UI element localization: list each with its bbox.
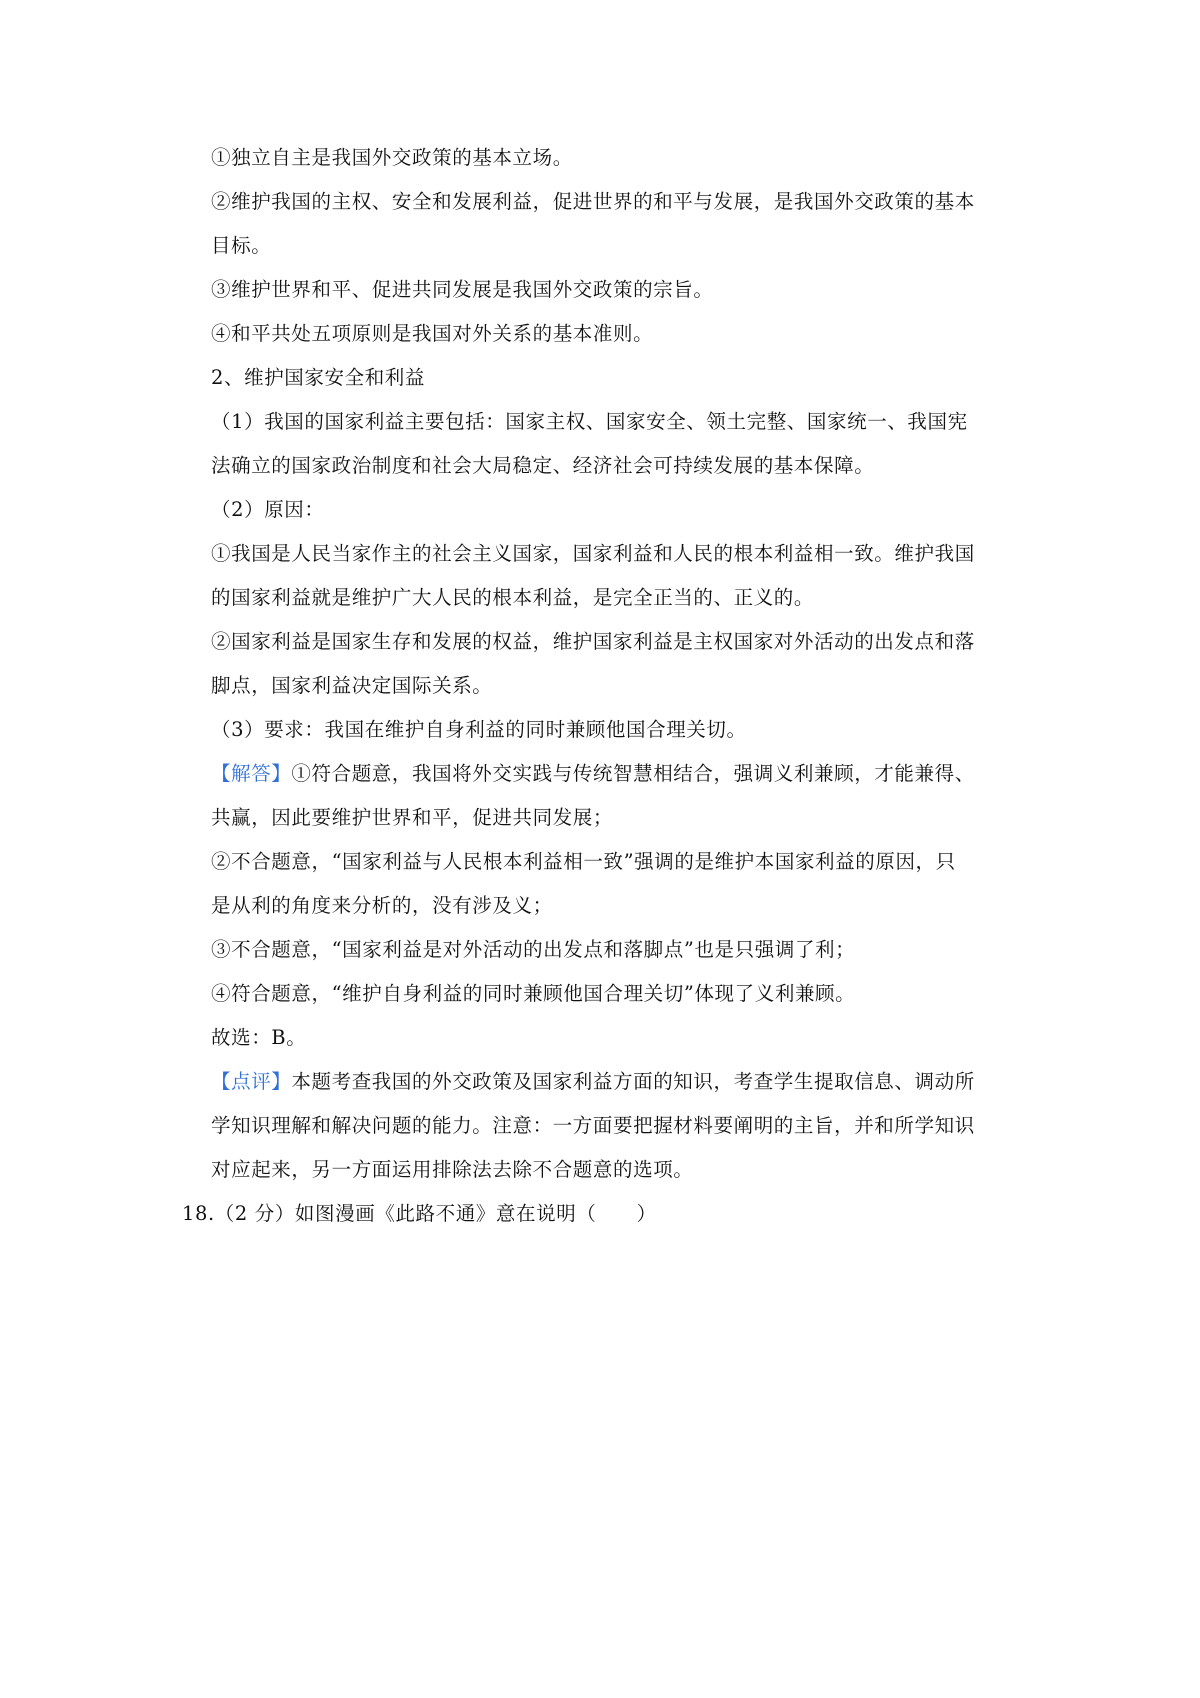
text-line: ②不合题意，“国家利益与人民根本利益相一致”强调的是维护本国家利益的原因，只 (211, 850, 956, 873)
text-line: （3）要求：我国在维护自身利益的同时兼顾他国合理关切。 (211, 718, 747, 741)
text-line: ③维护世界和平、促进共同发展是我国外交政策的宗旨。 (211, 278, 714, 301)
text-line: 是从利的角度来分析的，没有涉及义； (211, 894, 553, 917)
text-line: （2）原因： (211, 498, 325, 521)
text-line: 目标。 (211, 234, 272, 257)
answer-line: 【解答】①符合题意，我国将外交实践与传统智慧相结合，强调义利兼顾，才能兼得、 (211, 762, 975, 785)
section-heading: 2、维护国家安全和利益 (211, 366, 426, 389)
text-line: ②维护我国的主权、安全和发展利益，促进世界的和平与发展，是我国外交政策的基本 (211, 190, 975, 213)
text-line: 对应起来，另一方面运用排除法去除不合题意的选项。 (211, 1158, 694, 1181)
answer-tag: 【解答】 (211, 762, 292, 785)
text-line: 法确立的国家政治制度和社会大局稳定、经济社会可持续发展的基本保障。 (211, 454, 875, 477)
text-line: 脚点，国家利益决定国际关系。 (211, 674, 493, 697)
comment-tag: 【点评】 (211, 1070, 292, 1093)
text-line: ③不合题意，“国家利益是对外活动的出发点和落脚点”也是只强调了利； (211, 938, 856, 961)
text-line: （1）我国的国家利益主要包括：国家主权、国家安全、领土完整、国家统一、我国宪 (211, 410, 968, 433)
comment-line: 【点评】本题考查我国的外交政策及国家利益方面的知识，考查学生提取信息、调动所 (211, 1070, 975, 1093)
text-line: ①我国是人民当家作主的社会主义国家，国家利益和人民的根本利益相一致。维护我国 (211, 542, 975, 565)
text-line: 共赢，因此要维护世界和平，促进共同发展； (211, 806, 614, 829)
text-line: ①独立自主是我国外交政策的基本立场。 (211, 146, 573, 169)
text-line: ②国家利益是国家生存和发展的权益，维护国家利益是主权国家对外活动的出发点和落 (211, 630, 975, 653)
text-line: ④符合题意，“维护自身利益的同时兼顾他国合理关切”体现了义利兼顾。 (211, 982, 856, 1005)
text-line: ④和平共处五项原则是我国对外关系的基本准则。 (211, 322, 654, 345)
choice-line: 故选：B。 (211, 1026, 307, 1049)
text-line: 学知识理解和解决问题的能力。注意：一方面要把握材料要阐明的主旨，并和所学知识 (211, 1114, 975, 1137)
text-line: 的国家利益就是维护广大人民的根本利益，是完全正当的、正义的。 (211, 586, 815, 609)
question-18: 18.（2 分）如图漫画《此路不通》意在说明（ ） (182, 1202, 657, 1225)
